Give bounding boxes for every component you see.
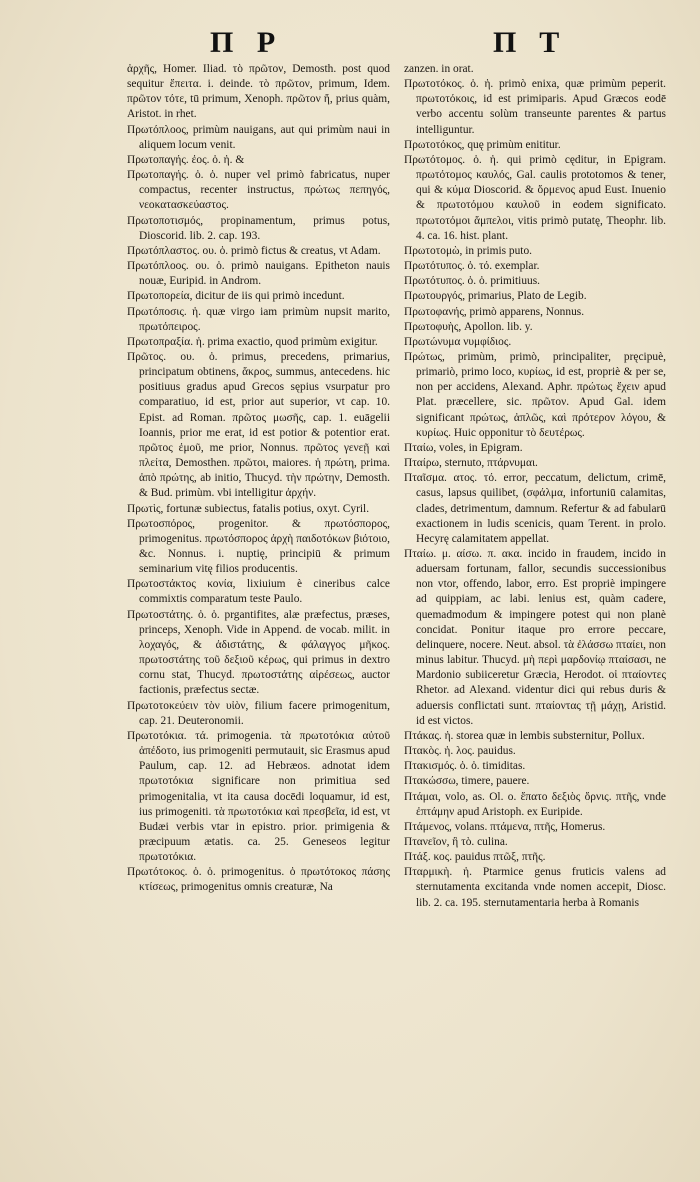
dictionary-entry: Πρωτόπλοος. ου. ὁ. primò nauigans. Epitheton nauis nouæ, Euripid. in Androm. [127,260,390,288]
dictionary-entry: Πρωτοποτισμός, propinamentum, primus potus, Dioscorid. lib. 2. cap. 193. [127,214,390,242]
dictionary-entry: Πρωτοπραξία. ἡ. prima exactio, quod primùm exigitur. [127,335,378,348]
dictionary-entry: Πρωτοστάκτος κονία, lixiuium è cineribus calce commixtis comparatum teste Paulo. [127,578,390,606]
dictionary-entry: Πρωτουργός, primarius, Plato de Legib. [404,290,587,303]
dictionary-entry: Πρωτόπλοος, primùm nauigans, aut qui primùm naui in aliquem locum venit. [127,123,390,151]
right-column [404,62,666,911]
dictionary-entry: Πρωτοτόκος, quę primùm enititur. [404,138,561,151]
dictionary-entry: Πρωτότομος. ὁ. ἡ. qui primò cęditur, in Epigram. πρωτότομος καυλός, Gal. caulis prototomos & tener, qui & κύμα Dioscorid. & ὄρμενος apud Eust. Inuenio & πρωτοτόμου καυλοῦ in eodem significato. πρωτοτόμοι ἄμπελοι, vitis primò putatę, Theophr. lib. 4. ca. 16. hist. plant. [404,153,666,242]
dictionary-entry: Πρωτοπαγής. ἐος. ὁ. ἡ. & [127,153,245,166]
dictionary-entry: Πρωτότυπος. ὁ. ὁ. primitiuus. [404,275,541,288]
dictionary-entry: Πρωτοστάτης. ὁ. ὁ. prgantifites, alæ præfectus, præses, princeps, Xenoph. Vide in Append. de vocab. milit. in λοχαγός, & ἀδιστάτης, & φάλαγγος μῆκος. πρωτοστάτης τοῦ δεξιοῦ κέρως, qui primus in dextro cornu stat, Thucyd. πρωτοστάτης αἱρέσεως, auctor factionis, præfectus sectæ. [127,608,390,697]
dictionary-entry: ἀρχῆς, Homer. Iliad. τὸ πρῶτον, Demosth. post quod sequitur ἔπειτα. i. deinde. τὸ πρῶτον, primum, Idem. πρῶτον τότε, tū primum, Xenoph. πρῶτον ἤ, prius quàm, Aristot. in rhet. [127,63,390,121]
dictionary-entry: Πτανεῖον, ἢ τὸ. culina. [404,835,508,848]
left-running-head: Π Ρ [210,26,284,59]
dictionary-entry: Πταῖσμα. ατος. τό. error, peccatum, delictum, crimē, casus, lapsus quilibet, (σφάλμα, infortuniū calamitas, clades, detrimentum, damnum. Refertur & ad fabularū exactionem in ludis scenicis, quam Terent. in prolo. Hecyrę calamitatem appellat. [404,472,666,545]
dictionary-entry: Πτακώσσω, timere, pauere. [404,775,530,788]
dictionary-entry: Πρωτοτομὼ, in primis puto. [404,244,533,257]
dictionary-entry: Πτάμαι, volo, as. Ol. ο. ἔπατο δεξιὸς ὄρνις. πτῆς, vnde ἐπτάμην apud Aristoph. ex Euripide. [404,790,666,818]
dictionary-entry: Πρῶτος. ου. ὁ. primus, precedens, primarius, principatum obtinens, ἄκρος, summus, antecedens. hic positiuus gradus apud Grecos sępius vsurpatur pro comparatiuo, id est, prior aut superior, vt cap. 10. Epist. ad Roman. πρῶτος μωσῆς, cap. 1. euāgelii Ioannis, prior me erat, id est potior & potentior erat. πρῶτος ἐμοῦ, me prior, Nonnus. πρῶτος γενεῇ καὶ πλείτα, Demosthen. πρῶτοι, maiores. ἡ πρώτη, prima. ἀπὸ πρώτης, ab initio, Thucyd. τὴν πρώτην, Demosth. & Bud. primùm. vbi intelligitur ἀρχήν. [127,350,390,500]
dictionary-entry: Πρωτόπλαστος. ου. ὁ. primò fictus & creatus, vt Adam. [127,244,381,257]
dictionary-entry: Πρωτοτόκος. ὁ. ἡ. primò enixa, quæ primùm peperit. πρωτοτόκοις, id est primiparis. Apud Græcos eodē verbo accentu solùm transeunte parentes & partus intelliguntur. [404,78,666,136]
right-running-head: Π Τ [493,26,568,59]
dictionary-entry: Πρωτοσπόρος, progenitor. & πρωτόσπορος, primogenitus. πρωτόσπορος ἀρχὴ παιδοτόκων βιότοιο, &c. Nonnus. i. nuptię, principiū & primum seminarium vitę filios producentis. [127,517,390,576]
dictionary-entry: Πρωτοπορεία, dicitur de iis qui primò incedunt. [127,290,345,303]
left-column [127,62,390,896]
dictionary-entry: Πρωτοτοκεύειν τὸν υἱὸν, filium facere primogenitum, cap. 21. Deuteronomii. [127,699,390,727]
dictionary-entry: zanzen. in orat. [404,63,474,75]
dictionary-entry: Πταίω, voles, in Epigram. [404,441,523,454]
dictionary-entry: Πταίω. μ. αίσω. π. ακα. incido in fraudem, incido in aduersam fortunam, fallor, secundis successionibus non vtor, offendo, labor, erro. Est propriè impingere ad quippiam, ac labi. lenius est, quàm cadere, quemadmodum & impingere potest qui non planè concidat. Ponitur itaque pro errore peccare, delinquere, nocere. Neut. absol. τὰ ἐλάσσω πταίει, non minus labitur. Thucyd. μὴ περὶ μαρδονίῳ πταίσασι, ne Mardonio subiiceretur Græcia, Herodot. οἱ πταίοντες Rhetor. ad Alexand. videntur dici qui rebus duris & aduersis conflictati sunt. πταίοντας τῇ μάχῃ, Aristid. id est victos. [404,548,666,727]
dictionary-entry: Πτακισμός. ὁ. ὁ. timiditas. [404,760,526,773]
dictionary-entry: Πτάμενος, volans. πτάμενα, πτῆς, Homerus. [404,820,606,833]
dictionary-entry: Πρωτοφανής, primò apparens, Nonnus. [404,305,585,318]
dictionary-entry: Πτάξ. κος. pauidus πτῶξ, πτῆς. [404,851,546,864]
dictionary-entry: Πρωτοφυὴς, Apollon. lib. y. [404,320,533,333]
dictionary-entry: Πταίρω, sternuto, πτάρνυμαι. [404,457,538,470]
dictionary-entry: Πρώτως, primùm, primò, principaliter, pręcipuè, primariò, primo loco, κυρίως, id est, propriè & per se, non per accidens, Alexand. Aphr. πρώτως ἔχειν apud Plat. præcellere, sic. πρῶτον. Apud Gal. idem significant πρώτως, ἁπλῶς, καὶ πρότερον λόγου, & κυρίως. Huic opponitur τὸ δευτέρως. [404,350,666,439]
dictionary-entry: Πρωτώνυμα νυμφίδιος. [404,335,512,348]
dictionary-entry: Πτακὸς. ἡ. λος. pauidus. [404,745,516,758]
dictionary-entry: Πρωτόποσις. ἡ. quæ virgo iam primùm nupsit marito, πρωτόπειρος. [127,305,390,333]
dictionary-entry: Πρωτότοκος. ὁ. ὁ. primogenitus. ὁ πρωτότοκος πάσης κτίσεως, primogenitus omnis creaturæ, Na [127,866,390,894]
dictionary-entry: Πρωτότυπος. ὁ. τό. exemplar. [404,260,540,273]
dictionary-entry: Πτάκας. ἡ. storea quæ in lembis substernitur, Pollux. [404,729,645,742]
dictionary-entry: Πταρμικὴ. ἡ. Ptarmice genus fruticis valens ad sternutamenta excitanda vnde nomen accepit, Diosc. lib. 2. ca. 195. sternutamentaria herba à Romanis [404,866,666,909]
dictionary-entry: Πρωτοτόκια. τά. primogenia. τὰ πρωτοτόκια αὐτοῦ ἀπέδοτο, ius primogeniti permutauit, sic Erasmus apud Paulum, cap. 12. ad Hebræos. adnotat idem πρωτοτόκια significare non primitiua sed primogenitalia, vt ita causa docēdi loquamur, id est, ius primogeniti. τὰ πρωτοτόκια καὶ πρεσβεῖα, id est, vt Budæi verbis vtar in epistro. prior. primigenia & præcipuum ætatis. ca. 25. Geneseos legitur πρωτοτόκια. [127,729,390,864]
dictionary-entry: Πρωτοπαγής. ὁ. ὁ. nuper vel primò fabricatus, nuper compactus, recenter instructus, πρώτως πεπηγός, νεοκατασκεύαστος. [127,169,390,212]
dictionary-entry: Πρωτὶς, fortunæ subiectus, fatalis potius, oxyt. Cyril. [127,502,370,515]
